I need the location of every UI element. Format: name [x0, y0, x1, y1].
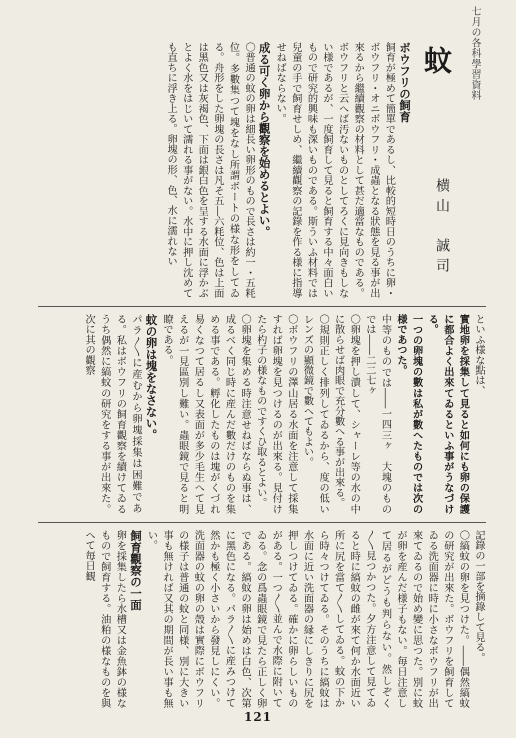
text-tier-middle [40, 314, 486, 514]
paragraph: 〇規則正しく排列してゐるから、度の低いレンズの顯微鏡で數へてもよい。 [301, 314, 329, 514]
paragraph: 〇卵塊を集める時注意せねばならぬ事は、成るべく同じ時に産んだ數だけのものを集める事である。孵化したものは塊がくづれ易くなつて居るし又表面が多少毛生へて見えるが一見區別し難い。蟲眼鏡で見ると明瞭である。 [161, 314, 251, 514]
paragraph: 〇縞蚊の卵を見つけた。――偶然縞蚊の研究が出來た。ボウフリを飼育してゐる洗面器に時に小さなボウフリが出來てゐるので始め變に思つた。別に蚊が卵を産んだ様子もない。毎日注意して居るがどうも判らない。然しぞく〳〵見つかつた。夕方注意して見てゐると時に縞蚊の雌が來て何か水面近い所に尻を當て〳〵してゐる。蚊の下から時々つけてゐる。そのうちに縞蚊は水面に近い洗面器の縁にしきりに尻を押しつけてゐる。確かに卵らしいものがある。一つ〳〵並んで水際に附いてゐる。念の爲蟲眼鏡で見たら正しく卵である。縞蚊の卵は始めは白色、次第に黑色になる。パラ〳〵に産みつけて然かも極く小さいから發見しにくい。洗面器の蚊の卵の殼は實際にボウフリの様子は普通の蚊と同様、別に大きい事も無ければ又其の期間が長い事も無い。 [145, 530, 469, 708]
paragraph: 記錄の一部を摘錄して見る。 [473, 530, 484, 663]
article-title: 蚊 [420, 46, 453, 80]
paragraph: 〇普通の蚊の卵は細長い卵形のもので長さは約一・五粍位。多數集つて塊をなし所謂ボートの様な形をしてゐる。舟形をした卵塊の長さは凡そ五―六粍位、色は上面は黑色又は灰褐色、下面は銀白色を呈する水面に浮かぶとよく水をはじいて濡れる事がない。水中に押し沈めても直ちに浮き上る。卵塊の形、色、水に濡れない [165, 42, 255, 298]
paragraph: パラ〳〵に産むから卵塊採集は困難である。私はボウフリの飼育觀察を續けてゐるうち偶然に縞蚊の研究をする事が出來た。次に其の觀察 [83, 314, 141, 514]
paragraph: 飼育が極めて簡單であるし、比較的短時日のうちに卵・ボウフリ・オニボウフリ・成蟲となる狀態を見る事が出來るから繼續觀察の材料として甚だ適當なものである。ボウフリと云へば汚ないものとしてろくに見向きもしない様であるが、一度飼育して見ると飼育する中々面白いもので研究的興味も深いものである。斯ういふ材料では兒童の手で飼育せしめ、繼續觀察の記錄を作る様に指導せねばならない。 [274, 42, 395, 298]
paragraph: 卵を採集したら水槽又は金魚鉢の様なもので飼育する。油粕の様なものを與へて毎日観 [83, 530, 126, 708]
paragraph: 〇ボウフリの澤山居る水面を注意して採集すれば卵塊を見つけるのが出來る。見付けたら杓子の様なものですくひ取るとよい。 [254, 314, 297, 514]
text-tier-top [40, 42, 412, 298]
section-heading: 蚊の卵は塊をなさない。 [144, 314, 159, 441]
author-name: 横山 誠司 [434, 178, 450, 278]
paragraph: 〇卵塊を押し潰して、シャーレ等の水の中に散らせば肉眼で充分數へる事が出來る。 [332, 314, 360, 514]
tier-divider [38, 522, 486, 523]
emphasis-text: 實地卵を採集して見ると如何にも卵の保護に都合よく出來てゐるといふ事がうなづける。 [426, 314, 470, 514]
paragraph: といふ様な點は、 [473, 314, 484, 396]
section-heading: 成る可く卵から觀察を始めるとよい。 [257, 42, 272, 238]
text-tier-bottom [40, 530, 486, 708]
page-number: 121 [243, 710, 273, 724]
tier-divider [38, 306, 486, 307]
section-heading: 飼育觀察の一面 [128, 530, 143, 611]
running-head: 七月の各科學習資料 [469, 6, 480, 101]
paragraph: 中等のものでは――一四三ヶ 大塊のものでは――二二七ヶ [363, 314, 391, 514]
emphasis-text: 一つの卵塊の數は私が數へたものでは次の様であつた。 [395, 314, 423, 514]
section-heading: ボウフリの飼育 [398, 42, 412, 123]
